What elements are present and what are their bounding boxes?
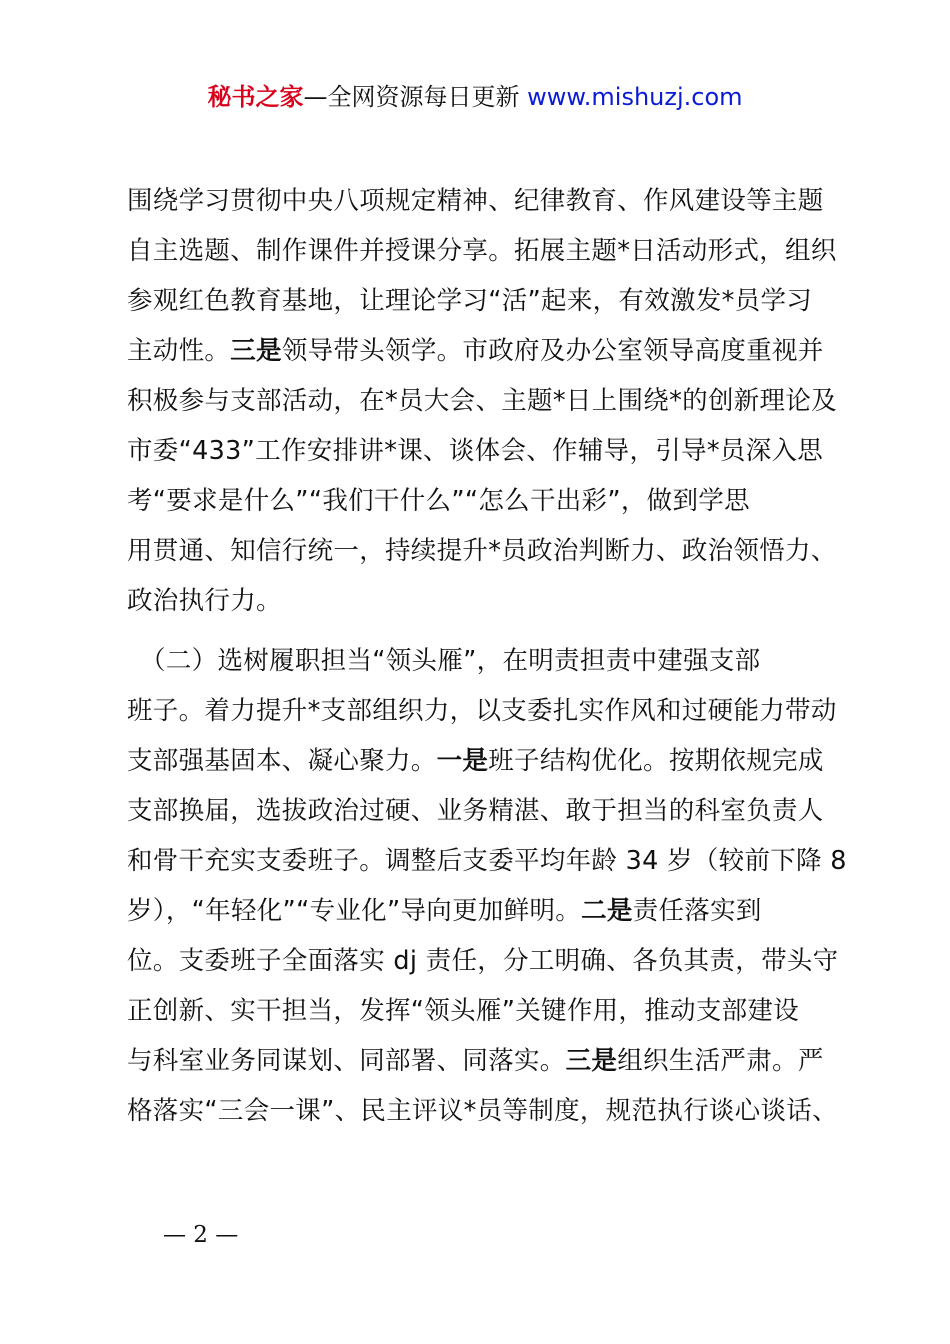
text-line xyxy=(127,786,847,836)
text-segment: 政治执行力。 xyxy=(127,586,282,616)
text-segment: 市委“433”工作安排讲*课、谈体会、作辅导，引导*员深入思 xyxy=(127,436,824,466)
text-line xyxy=(127,686,847,736)
text-segment: 责任落实到 xyxy=(632,896,762,926)
body-text xyxy=(127,176,847,1136)
text-segment: 领导带头领学。市政府及办公室领导高度重视并 xyxy=(281,336,824,366)
text-segment: 和骨干充实支委班子。调整后支委平均年龄 34 岁（较前下降 8 xyxy=(127,846,847,876)
text-segment: 支部强基固本、凝心聚力。 xyxy=(127,746,437,776)
text-line xyxy=(127,276,847,326)
text-segment: 与科室业务同谋划、同部署、同落实。 xyxy=(127,1046,566,1076)
bold-lead-phrase: 三是 xyxy=(230,336,282,366)
text-line xyxy=(127,886,847,936)
text-line xyxy=(127,426,847,476)
text-segment: 班子。着力提升*支部组织力，以支委扎实作风和过硬能力带动 xyxy=(127,696,837,726)
text-segment: 积极参与支部活动，在*员大会、主题*日上围绕*的创新理论及 xyxy=(127,386,837,416)
text-segment: 位。支委班子全面落实 dj 责任，分工明确、各负其责，带头守 xyxy=(127,946,839,976)
page-number: — 2 — xyxy=(163,1222,239,1248)
text-segment: （二）选树履职担当“领头雁”，在明责担责中建强支部 xyxy=(127,646,761,676)
text-segment: 岁），“年轻化”“专业化”导向更加鲜明。 xyxy=(127,896,582,926)
header-brand: 秘书之家 xyxy=(207,83,304,111)
text-line xyxy=(127,376,847,426)
text-segment: 主动性。 xyxy=(127,336,231,366)
text-segment: 考“要求是什么”“我们干什么”“怎么干出彩”，做到学思 xyxy=(127,486,750,516)
text-line xyxy=(127,476,847,526)
header-tagline: —全网资源每日更新 xyxy=(303,83,528,111)
text-line xyxy=(127,736,847,786)
text-segment: 支部换届，选拔政治过硬、业务精湛、敢于担当的科室负责人 xyxy=(127,796,824,826)
text-line xyxy=(127,326,847,376)
text-line xyxy=(127,1036,847,1086)
text-segment: 组织生活严肃。严 xyxy=(617,1046,824,1076)
page-header xyxy=(0,82,950,112)
bold-lead-phrase: 一是 xyxy=(436,746,489,776)
text-segment: 班子结构优化。按期依规完成 xyxy=(488,746,824,776)
text-line xyxy=(127,226,847,276)
header-url-link[interactable]: www.mishuzj.com xyxy=(527,83,743,111)
text-line xyxy=(127,936,847,986)
text-line xyxy=(127,576,847,626)
text-segment: 参观红色教育基地，让理论学习“活”起来，有效激发*员学习 xyxy=(127,286,813,316)
bold-lead-phrase: 三是 xyxy=(565,1046,618,1076)
text-segment: 用贯通、知信行统一，持续提升*员政治判断力、政治领悟力、 xyxy=(127,536,837,566)
text-segment: 正创新、实干担当，发挥“领头雁”关键作用，推动支部建设 xyxy=(127,996,800,1026)
text-line xyxy=(127,986,847,1036)
text-line xyxy=(127,1086,847,1136)
text-line xyxy=(127,836,847,886)
text-line xyxy=(127,526,847,576)
text-segment: 自主选题、制作课件并授课分享。拓展主题*日活动形式，组织 xyxy=(127,236,837,266)
text-line xyxy=(127,176,847,226)
text-segment: 格落实“三会一课”、民主评议*员等制度，规范执行谈心谈话、 xyxy=(127,1096,838,1126)
bold-lead-phrase: 二是 xyxy=(581,896,633,926)
text-line xyxy=(127,636,847,686)
text-segment: 围绕学习贯彻中央八项规定精神、纪律教育、作风建设等主题 xyxy=(127,186,824,216)
